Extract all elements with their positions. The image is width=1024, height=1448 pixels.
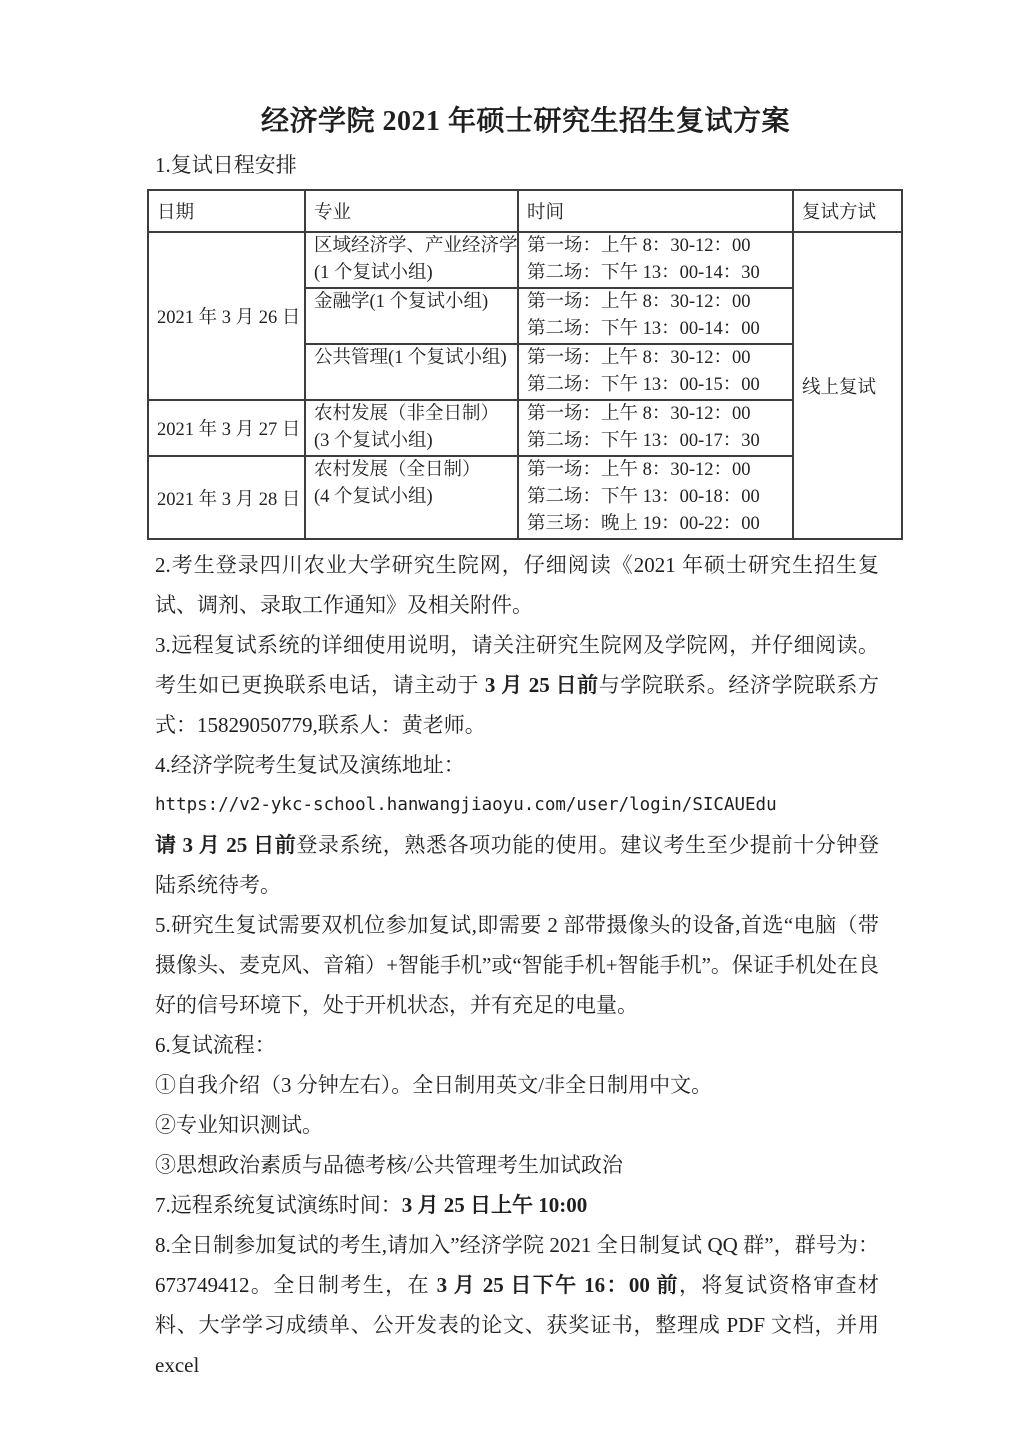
- major-cell: [305, 400, 518, 456]
- time-cell: [518, 232, 793, 288]
- para-7: [155, 1185, 879, 1225]
- time-line: 第一场：上午 8：30-12：00: [527, 292, 751, 312]
- time-line: 第二场：下午 13：00-18：00: [527, 487, 760, 507]
- text-segment: ①自我介绍（3 分钟左右）。全日制用英文/非全日制用中文。: [155, 1073, 713, 1097]
- time-line: 第一场：上午 8：30-12：00: [527, 404, 751, 424]
- text-segment: ②专业知识测试。: [155, 1113, 323, 1137]
- time-cell: [518, 456, 793, 539]
- text-segment: 3.远程复试系统的详细使用说明，请关注研究生院网及学院网，并仔细阅读。考生如已更换联系电话，请主动于: [155, 633, 879, 697]
- table-row: [148, 400, 902, 456]
- time-line: 第二场：下午 13：00-15：00: [527, 375, 760, 395]
- column-header-3: 复试方试: [793, 190, 902, 232]
- document-page: [147, 0, 904, 1385]
- time-cell: [518, 344, 793, 400]
- para-4: [155, 745, 879, 785]
- bold-text-segment: 3 月 25 日前: [484, 673, 599, 697]
- time-line: 第三场：晚上 19：00-22：00: [527, 514, 760, 534]
- body-paragraphs: [155, 545, 879, 1385]
- table-row: [148, 456, 902, 539]
- para-4-url: [155, 785, 879, 825]
- major-line: 区域经济学、产业经济学: [314, 236, 518, 256]
- major-line: 农村发展（全日制）: [314, 460, 481, 480]
- column-header-1: 专业: [305, 190, 518, 232]
- date-cell: 2021 年 3 月 28 日: [148, 456, 305, 539]
- major-cell: [305, 288, 518, 344]
- bold-text-segment: 请 3 月 25 日前: [155, 833, 297, 857]
- text-segment: 与学院联系。经济学院联系方式：15829050779,联系人：黄老师。: [155, 673, 880, 737]
- text-segment: ，将复试资格审查材料、大学学习成绩单、公开发表的论文、获奖证书，整理成 PDF 文档，并用 excel: [155, 1273, 880, 1377]
- para-5: [155, 905, 879, 1025]
- section-1-heading: 1.复试日程安排: [155, 153, 297, 177]
- time-line: 第二场：下午 13：00-14：00: [527, 319, 760, 339]
- time-line: 第二场：下午 13：00-14：30: [527, 263, 760, 283]
- major-cell: [305, 456, 518, 539]
- para-8: [155, 1225, 879, 1385]
- para-3: [155, 625, 879, 745]
- para-2: [155, 545, 879, 625]
- major-line: (3 个复试小组): [314, 431, 433, 451]
- page-title: 经济学院 2021 年硕士研究生招生复试方案: [260, 106, 790, 137]
- schedule-table: [147, 189, 903, 540]
- time-line: 第一场：上午 8：30-12：00: [527, 460, 751, 480]
- text-segment: 6.复试流程：: [155, 1033, 276, 1057]
- text-segment: 登录系统，熟悉各项功能的使用。建议考生至少提前十分钟登陆系统待考。: [155, 833, 880, 897]
- time-line: 第一场：上午 8：30-12：00: [527, 348, 751, 368]
- para-6-step-2: [155, 1105, 879, 1145]
- time-cell: [518, 288, 793, 344]
- text-segment: 5.研究生复试需要双机位参加复试,即需要 2 部带摄像头的设备,首选“电脑（带摄像头、麦克风、音箱）+智能手机”或“智能手机+智能手机”。保证手机处在良好的信号环境下，处于开机状态，并有充足的电量。: [155, 913, 879, 1017]
- method-cell: 线上复试: [793, 232, 902, 539]
- date-cell: 2021 年 3 月 26 日: [148, 232, 305, 400]
- para-6-step-1: [155, 1065, 879, 1105]
- major-cell: [305, 232, 518, 288]
- para-4-note: [155, 825, 879, 905]
- time-line: 第二场：下午 13：00-17：30: [527, 431, 760, 451]
- para-6-step-3: [155, 1145, 879, 1185]
- major-cell: [305, 344, 518, 400]
- major-line: (1 个复试小组): [314, 263, 433, 283]
- bold-text-segment: 3 月 25 日下午 16：00 前: [436, 1273, 679, 1297]
- column-header-2: 时间: [518, 190, 793, 232]
- text-segment: https://v2-ykc-school.hanwangjiaoyu.com/user/login/SICAUEdu: [155, 795, 777, 815]
- major-line: 农村发展（非全日制）: [314, 404, 500, 424]
- major-line: 金融学(1 个复试小组): [314, 292, 489, 312]
- text-segment: 2.考生登录四川农业大学研究生院网，仔细阅读《2021 年硕士研究生招生复试、调剂、录取工作通知》及相关附件。: [155, 553, 879, 617]
- table-header-row: [148, 190, 902, 232]
- text-segment: 7.远程系统复试演练时间：: [155, 1193, 402, 1217]
- text-segment: 8.全日制参加复试的考生,请加入”经济学院 2021 全日制复试 QQ 群”，群号为：673749412。全日制考生，在: [155, 1233, 879, 1297]
- major-line: (4 个复试小组): [314, 487, 433, 507]
- time-cell: [518, 400, 793, 456]
- para-6: [155, 1025, 879, 1065]
- text-segment: 4.经济学院考生复试及演练地址：: [155, 753, 465, 777]
- column-header-0: 日期: [148, 190, 305, 232]
- time-line: 第一场：上午 8：30-12：00: [527, 236, 751, 256]
- date-cell: 2021 年 3 月 27 日: [148, 400, 305, 456]
- bold-text-segment: 3 月 25 日上午 10:00: [401, 1193, 588, 1217]
- table-row: [148, 232, 902, 288]
- major-line: 公共管理(1 个复试小组): [314, 348, 507, 368]
- text-segment: ③思想政治素质与品德考核/公共管理考生加试政治: [155, 1153, 623, 1177]
